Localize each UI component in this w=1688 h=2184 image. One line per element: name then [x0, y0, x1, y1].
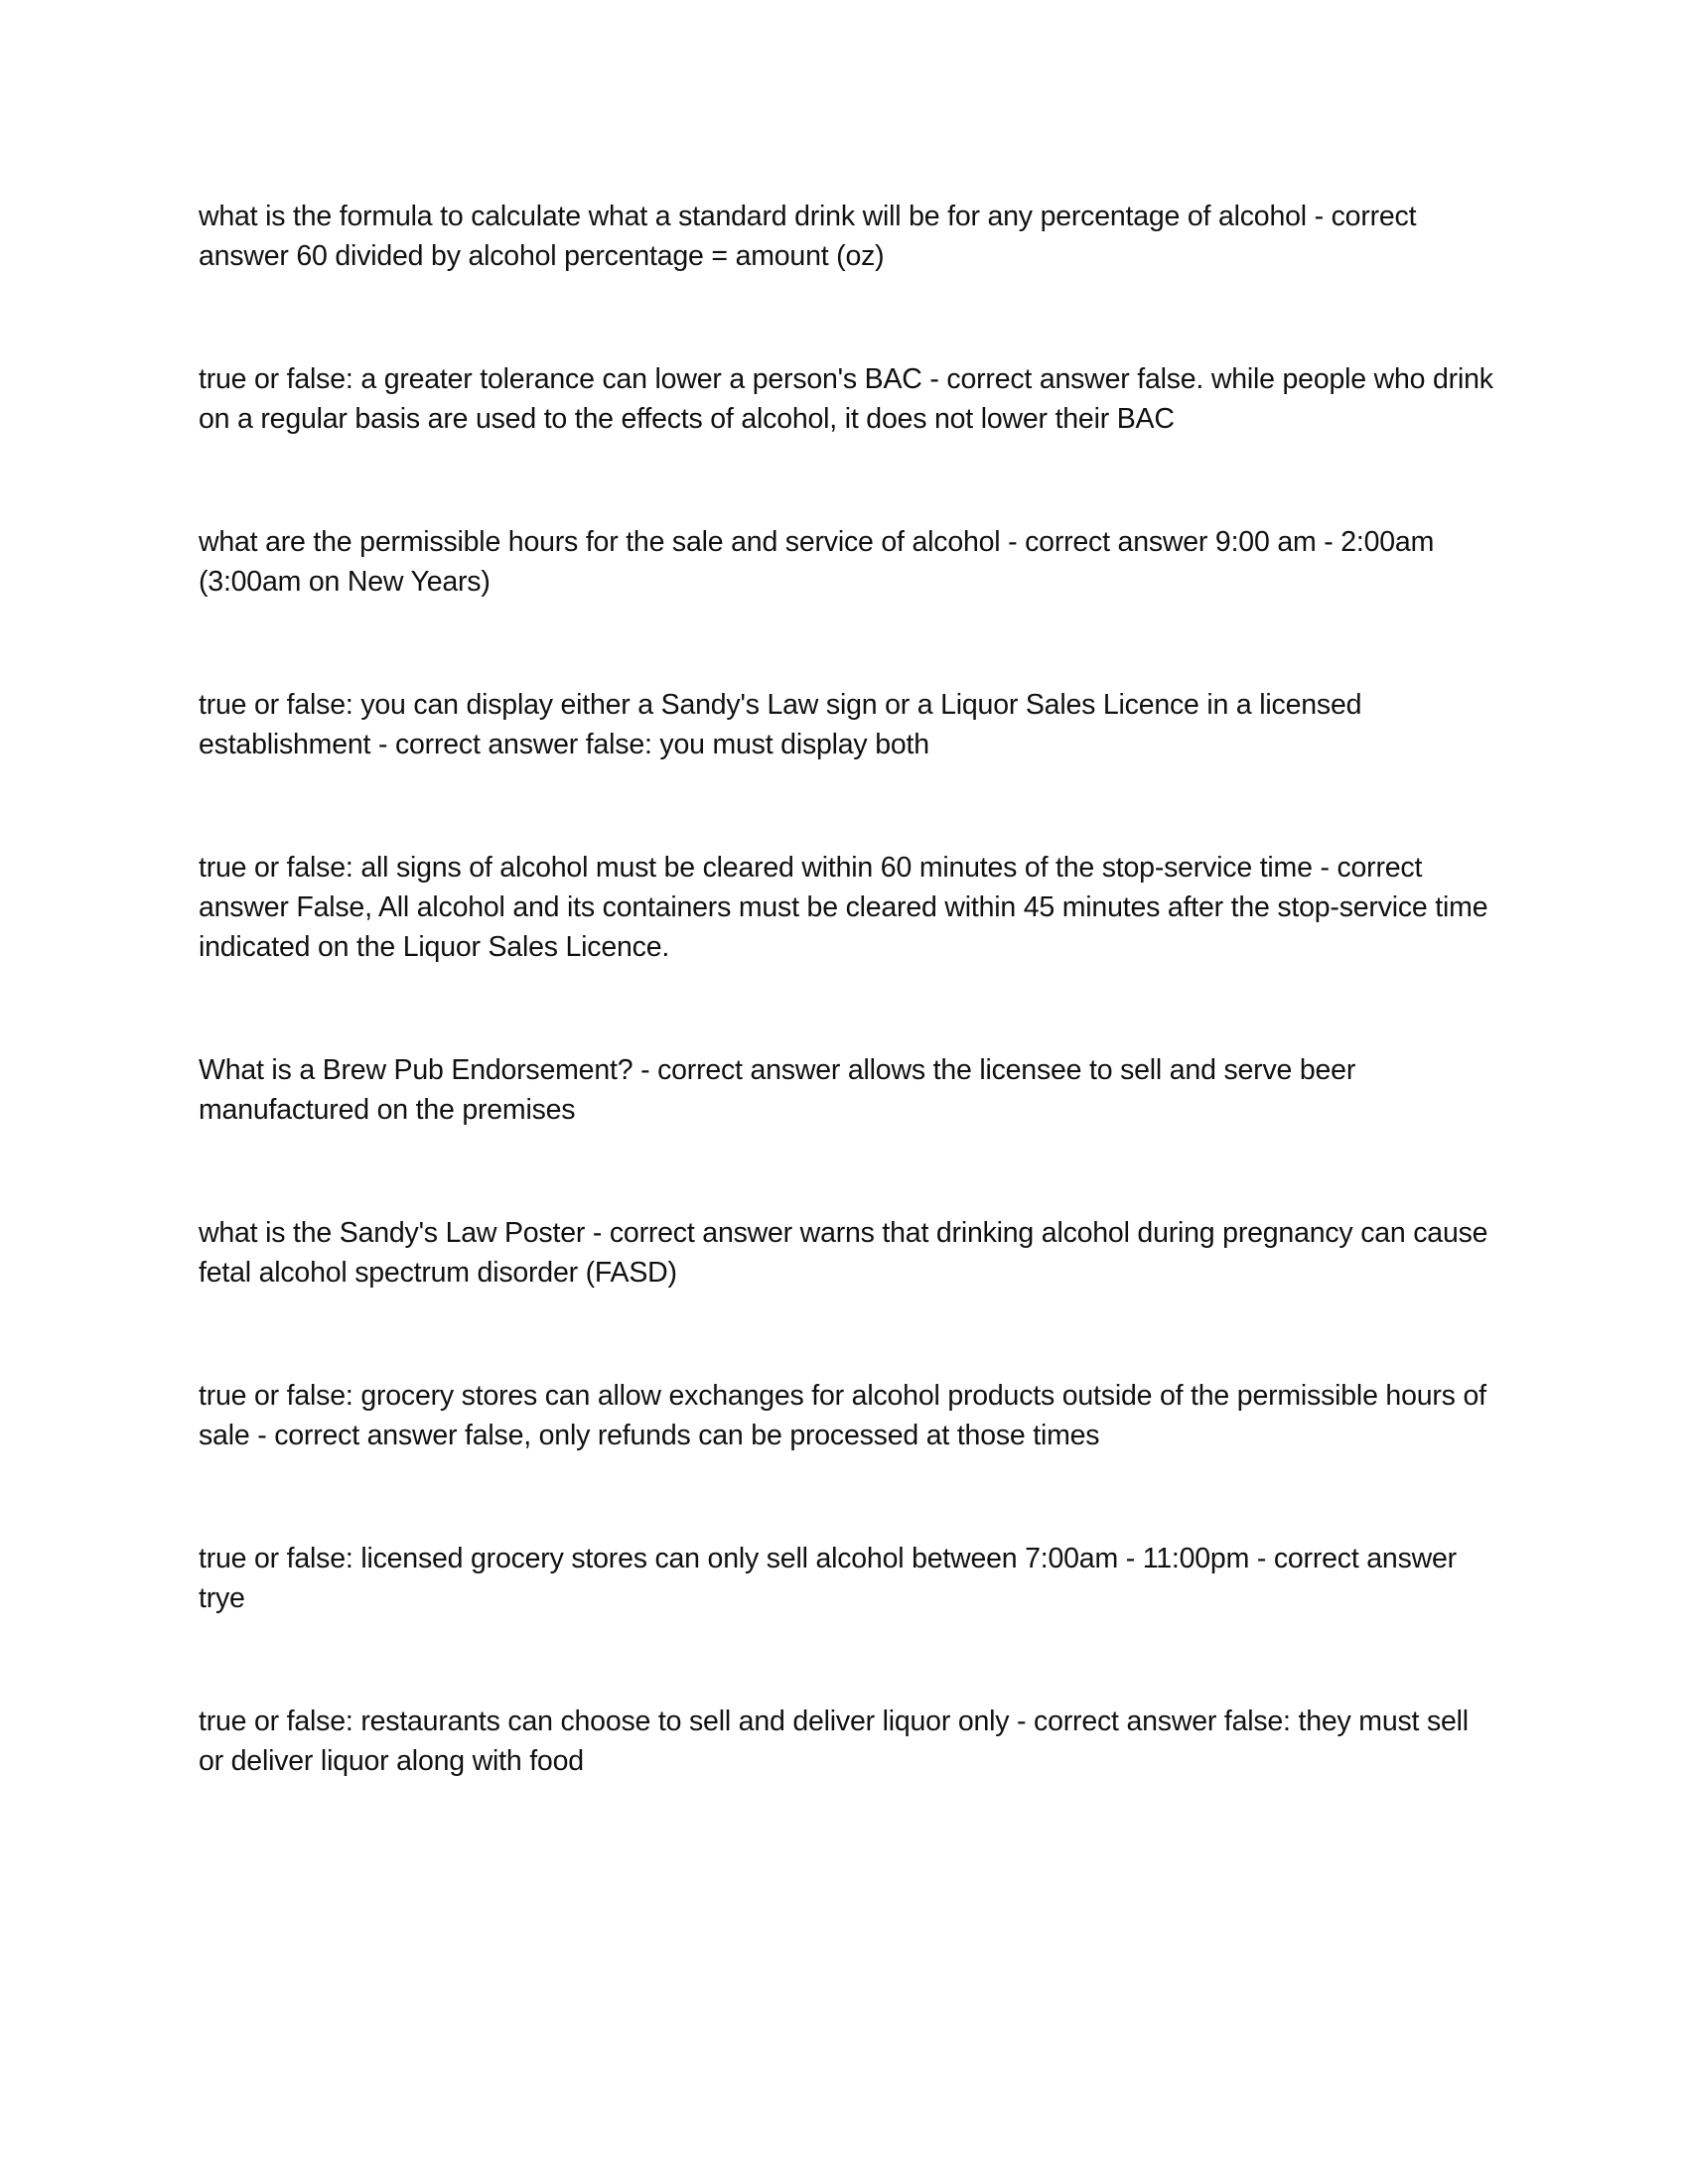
- qa-item-9: true or false: licensed grocery stores can only sell alcohol between 7:00am - 11:00pm - correct answer trye: [199, 1543, 1457, 1614]
- qa-item-10: true or false: restaurants can choose to sell and deliver liquor only - correct answer false: they must sell or deliver liquor along with food: [199, 1706, 1469, 1777]
- qa-item-7: what is the Sandy's Law Poster - correct answer warns that drinking alcohol during pregnancy can cause fetal alcohol spectrum disorder (FASD): [199, 1217, 1488, 1289]
- qa-item-3: what are the permissible hours for the sale and service of alcohol - correct answer 9:00 am - 2:00am (3:00am on New Years): [199, 526, 1435, 598]
- qa-item-5: true or false: all signs of alcohol must be cleared within 60 minutes of the stop-service time - correct answer False, All alcohol and its containers must be cleared within 45 minutes after the stop-service time indicated on the Liquor Sales Licence.: [199, 852, 1488, 963]
- qa-item-4: true or false: you can display either a Sandy's Law sign or a Liquor Sales Licence in a licensed establishment - correct answer false: you must display both: [199, 689, 1362, 760]
- qa-item-8: true or false: grocery stores can allow exchanges for alcohol products outside of the permissible hours of sale - correct answer false, only refunds can be processed at those times: [199, 1380, 1486, 1451]
- qa-item-2: true or false: a greater tolerance can lower a person's BAC - correct answer false. while people who drink on a regular basis are used to the effects of alcohol, it does not lower their BAC: [199, 363, 1493, 435]
- qa-item-1: what is the formula to calculate what a standard drink will be for any percentage of alcohol - correct answer 60 divided by alcohol percentage = amount (oz): [199, 201, 1417, 272]
- qa-item-6: What is a Brew Pub Endorsement? - correct answer allows the licensee to sell and serve beer manufactured on the premises: [199, 1054, 1356, 1126]
- qa-list: [199, 197, 1499, 1864]
